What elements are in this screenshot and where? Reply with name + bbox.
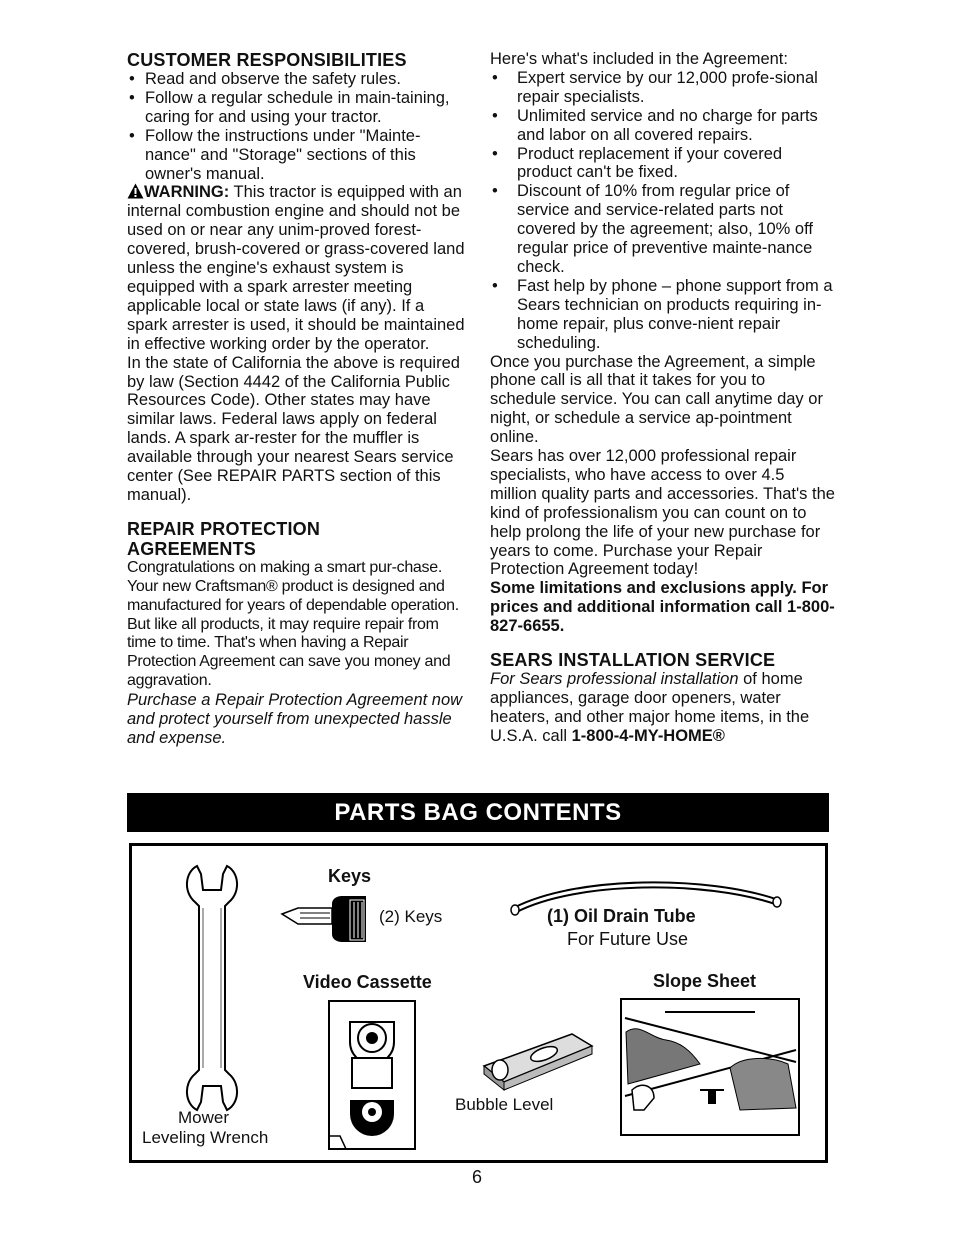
installation-text: of home appliances, garage door openers, water heaters, and other major home items, in the U.S.A. call	[490, 670, 810, 745]
warning-paragraph	[127, 183, 467, 353]
repair-protection-heading	[127, 519, 467, 559]
purchase-paragraph: Once you purchase the Agreement, a simple phone call is all that it takes for you to schedule service. You can call anytime day or night, or schedule a service ap-pointment online.	[490, 352, 823, 447]
warning-label: WARNING:	[144, 183, 230, 202]
sears-paragraph: Sears has over 12,000 professional repair specialists, who have access to over 4.5 million quality parts and accessories. That's the kind of professionalism you can count on to help prolong the life of your new purchase for years to come. Purchase your Repair Protection Agreement today!	[490, 447, 835, 579]
repair-paragraph: Congratulations on making a smart pur-chase. Your new Craftsman® product is designed and manufactured for years of dependable operation. But like all products, it may require repair from time to time. That's when having a Repair Protection Agreement can save you money and aggravation.	[127, 558, 459, 690]
key-icon	[280, 896, 380, 946]
list-item: • Discount of 10% from regular price of service and service-related parts not covered by the agreement; also, 10% off regular price of preventive mainte-nance check.	[490, 182, 835, 277]
agreement-intro: Here's what's included in the Agreement:	[490, 50, 788, 68]
right-column	[490, 50, 835, 746]
slope-sheet-icon	[620, 998, 802, 1138]
repair-italic-paragraph: Purchase a Repair Protection Agreement now and protect yourself from unexpected hassle and expense.	[127, 691, 463, 747]
customer-bullets	[127, 70, 467, 183]
video-title: Video Cassette	[303, 972, 432, 992]
left-column	[127, 50, 467, 748]
warning-triangle-icon	[127, 183, 144, 199]
list-item: • Product replacement if your covered product can't be fixed.	[490, 145, 835, 183]
california-paragraph: In the state of California the above is required by law (Section 4442 of the California Public Resources Code). Other states may have similar laws. Federal laws apply on federal lands. A spark ar-rester for the muffler is available through your nearest Sears service center (See REPAIR PARTS section of this manual).	[127, 353, 460, 504]
list-item: • Fast help by phone – phone support from a Sears technician on products requiring in-home repair, plus conve-nient repair scheduling.	[490, 277, 835, 353]
bubble-level-icon	[472, 1024, 602, 1094]
oil-tube-subtitle: For Future Use	[567, 929, 689, 949]
repair-heading-line-2: AGREEMENTS	[127, 538, 257, 559]
installation-italic: For Sears professional installation	[490, 670, 739, 689]
wrench-label-2: Leveling Wrench	[142, 1128, 269, 1147]
keys-label: (2) Keys	[379, 907, 443, 926]
wrench-label-1: Mower	[178, 1108, 230, 1127]
list-item: • Expert service by our 12,000 profe-sional repair specialists.	[490, 69, 835, 107]
keys-title: Keys	[328, 866, 372, 886]
parts-bag-banner: PARTS BAG CONTENTS	[127, 793, 829, 832]
list-item: • Read and observe the safety rules.	[127, 70, 467, 89]
repair-heading-line-1: REPAIR PROTECTION	[127, 518, 321, 539]
page-number: 6	[471, 1167, 482, 1187]
slope-title: Slope Sheet	[653, 971, 757, 991]
bubble-level-label: Bubble Level	[455, 1095, 554, 1114]
parts-box	[129, 843, 828, 1163]
list-item: • Follow a regular schedule in main-taining, caring for and using your tractor.	[127, 89, 467, 127]
oil-tube-title: (1) Oil Drain Tube	[547, 906, 696, 926]
list-item: • Follow the instructions under "Mainte-nance" and "Storage" sections of this owner's manual.	[127, 127, 467, 184]
wrench-icon	[177, 858, 247, 1120]
limitations-paragraph: Some limitations and exclusions apply. For prices and additional information call 1-800-827-6655.	[490, 579, 835, 636]
agreement-bullets	[490, 69, 835, 353]
warning-text: This tractor is equipped with an internal combustion engine and should not be used on or near any unim-proved forest-covered, brush-covered or grass-covered land unless the engine's exhaust system is equipped with a spark arrester meeting applicable local or state laws (if any). If a spark arrester is used, it should be maintained in effective working order by the operator.	[127, 183, 465, 353]
customer-responsibilities-heading: CUSTOMER RESPONSIBILITIES	[127, 50, 407, 70]
video-cassette-icon	[328, 1000, 418, 1152]
installation-paragraph	[490, 670, 835, 746]
installation-heading: SEARS INSTALLATION SERVICE	[490, 650, 776, 671]
list-item: • Unlimited service and no charge for parts and labor on all covered repairs.	[490, 107, 835, 145]
installation-phone: 1-800-4-MY-HOME®	[571, 726, 725, 745]
